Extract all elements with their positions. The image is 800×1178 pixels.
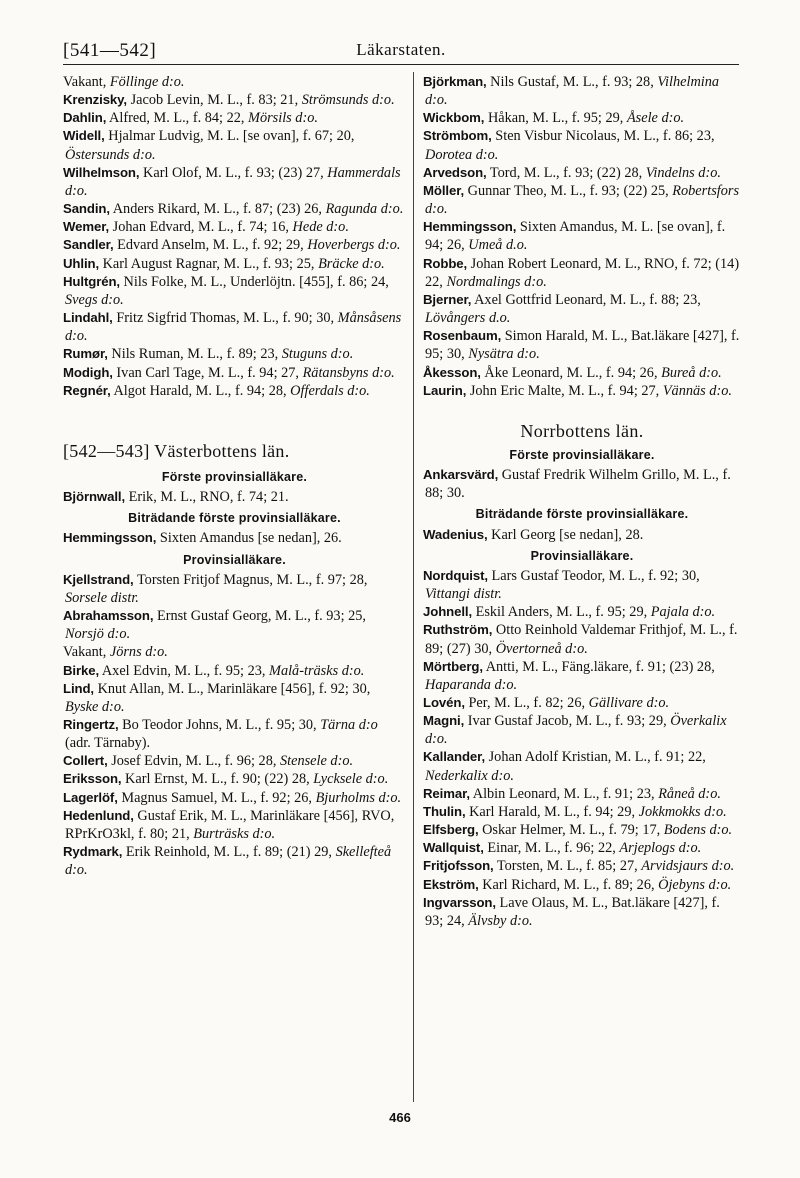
role-heading: Biträdande förste provinsialläkare. — [128, 511, 341, 526]
list-item — [423, 109, 741, 127]
entry-details: Eskil Anders, M. L., f. 95; 29, — [472, 604, 651, 621]
district-name: Byske d:o. — [65, 698, 125, 715]
physician-name: Arvedson, — [423, 164, 487, 180]
entry-details: Karl Olof, M. L., f. 93; (23) 27, — [139, 164, 328, 181]
district-name: Jokkmokks d:o. — [638, 803, 727, 820]
district-name: Nederkalix d:o. — [425, 767, 514, 784]
list-item — [63, 607, 406, 643]
district-name: Jörns d:o. — [109, 644, 168, 661]
entry-list — [423, 466, 741, 502]
list-item — [423, 748, 741, 784]
district-name: Älvsby d:o. — [468, 912, 533, 929]
list-item — [423, 218, 741, 254]
list-item — [63, 91, 406, 109]
physician-name: Robbe, — [423, 255, 468, 271]
entry-list — [423, 526, 741, 544]
physician-name: Modigh, — [63, 364, 113, 380]
list-item — [63, 164, 406, 200]
physician-name: Rosenbaum, — [423, 328, 502, 344]
physician-name: Wemer, — [63, 219, 110, 235]
entry-details: Simon Harald, M. L., Bat.läkare [427], f. 95; 30, — [425, 328, 740, 363]
physician-name: Magni, — [423, 713, 465, 729]
list-item — [423, 603, 741, 621]
county-heading-vasterbotten: [542—543] Västerbottens län. — [63, 440, 290, 461]
entry-details: Gustaf Fredrik Wilhelm Grillo, M. L., f. 88; 30. — [425, 467, 731, 502]
district-name: Sorsele distr. — [65, 589, 139, 606]
physician-name: Fritjofsson, — [423, 858, 494, 874]
entry-details: Anders Rikard, M. L., f. 87; (23) 26, — [109, 201, 326, 218]
entry-details: Åke Leonard, M. L., f. 94; 26, — [480, 364, 662, 381]
entry-details: Knut Allan, M. L., Marinläkare [456], f. 92; 30, — [94, 680, 371, 697]
district-name: Dorotea d:o. — [425, 146, 499, 163]
list-item — [63, 218, 406, 236]
physician-name: Regnér, — [63, 382, 111, 398]
physician-name: Hultgrén, — [63, 273, 120, 289]
district-name: Svegs d:o. — [65, 291, 124, 308]
district-name: Mörsils d:o. — [248, 110, 318, 127]
entry-list — [423, 567, 741, 930]
physician-name: Eriksson, — [63, 771, 122, 787]
list-item — [63, 309, 406, 345]
list-item — [423, 291, 741, 327]
district-name: Hoverbergs d:o. — [307, 237, 401, 254]
role-heading: Förste provinsialläkare. — [161, 469, 308, 484]
district-name: Bodens d:o. — [663, 822, 733, 839]
physician-name: Sandin, — [63, 201, 110, 217]
entry-details: Algot Harald, M. L., f. 94; 28, — [110, 382, 291, 399]
physician-name: Collert, — [63, 753, 108, 769]
entry-details: Nils Folke, M. L., Underlöjtn. [455], f. 86; 24, — [119, 273, 389, 290]
physician-name: Björkman, — [423, 74, 487, 89]
list-item — [63, 127, 406, 163]
physician-name: Lovén, — [423, 695, 465, 710]
list-item — [423, 364, 741, 382]
district-name: Nysätra d:o. — [468, 346, 540, 363]
entry-details: Ernst Gustaf Georg, M. L., f. 93; 25, — [153, 608, 366, 625]
physician-name: Strömbom, — [423, 128, 492, 144]
physician-name: Kjellstrand, — [63, 571, 134, 587]
entry-details: Erik, M. L., RNO, f. 74; 21. — [125, 489, 289, 506]
district-name: Stuguns d:o. — [281, 346, 354, 363]
entry-details: Edvard Anselm, M. L., f. 92; 29, — [113, 237, 308, 254]
district-name: Överkalix d:o. — [425, 713, 727, 748]
physician-name: Rydmark, — [63, 844, 123, 860]
list-item — [423, 658, 741, 694]
list-item — [423, 382, 741, 400]
physician-name: Uhlin, — [63, 255, 100, 271]
page-number: 466 — [389, 1110, 411, 1125]
district-name: Bureå d:o. — [661, 364, 722, 381]
list-item — [63, 364, 406, 382]
district-name: Nordmalings d:o. — [446, 273, 547, 290]
district-name: Övertorneå d:o. — [495, 640, 588, 657]
physician-name: Hedenlund, — [63, 807, 134, 823]
list-item — [423, 466, 741, 502]
entry-details: Johan Adolf Kristian, M. L., f. 91; 22, — [485, 749, 706, 766]
district-name: Råneå d:o. — [658, 785, 721, 802]
list-item — [423, 255, 741, 291]
district-name: Gällivare d:o. — [588, 695, 670, 711]
list-item — [63, 109, 406, 127]
entry-list — [63, 529, 406, 547]
running-header — [63, 38, 739, 65]
entry-details: Jacob Levin, M. L., f. 83; 21, — [127, 92, 302, 109]
physician-name: Möller, — [423, 182, 465, 198]
physician-name: Kallander, — [423, 749, 486, 765]
physician-name: Björnwall, — [63, 489, 126, 505]
district-name: Offerdals d:o. — [290, 382, 370, 399]
entry-details: Karl Harald, M. L., f. 94; 29, — [465, 803, 639, 820]
list-item — [63, 662, 406, 680]
district-name: Umeå d.o. — [468, 237, 528, 254]
district-name: Strömsunds d:o. — [301, 92, 395, 109]
list-item — [63, 255, 406, 273]
physician-name: Widell, — [63, 128, 105, 144]
physician-name: Laurin, — [423, 382, 467, 398]
county-heading-norrbotten: Norrbottens län. — [520, 420, 644, 441]
physician-name: Abrahamsson, — [63, 608, 154, 624]
physician-name: Reimar, — [423, 785, 470, 801]
district-name: Vittangi distr. — [425, 586, 502, 603]
physician-name: Birke, — [63, 662, 100, 678]
district-name: Öjebyns d:o. — [658, 876, 732, 893]
physician-name: Wickbom, — [423, 110, 485, 126]
district-name: Malå-träsks d:o. — [269, 662, 365, 679]
entry-details: Torsten, M. L., f. 85; 27, — [493, 858, 642, 875]
list-item — [63, 236, 406, 254]
entry-details: Gunnar Theo, M. L., f. 93; (22) 25, — [464, 182, 673, 199]
district-name: Vilhelmina d:o. — [425, 74, 720, 109]
entry-details: Erik Reinhold, M. L., f. 89; (21) 29, — [122, 844, 336, 861]
list-item — [423, 621, 741, 657]
physician-name: Wadenius, — [423, 526, 488, 542]
physician-name: Johnell, — [423, 604, 473, 620]
district-name: Arjeplogs d:o. — [619, 840, 702, 857]
entry-details: Karl August Ragnar, M. L., f. 93; 25, — [99, 255, 319, 272]
entry-details: Magnus Samuel, M. L., f. 92; 26, — [117, 789, 316, 806]
entry-details: Karl Ernst, M. L., f. 90; (22) 28, — [121, 771, 314, 788]
list-item — [63, 571, 406, 607]
list-item — [423, 327, 741, 363]
physician-name: Ankarsvärd, — [423, 467, 499, 483]
entry-details: Johan Robert Leonard, M. L., RNO, f. 72; (14) 22, — [425, 255, 740, 290]
district-name: Bjurholms d:o. — [315, 789, 402, 806]
district-name: Östersunds d:o. — [65, 146, 156, 163]
physician-name: Bjerner, — [423, 291, 472, 307]
entry-details: Lars Gustaf Teodor, M. L., f. 92; 30, — [487, 567, 700, 584]
list-item — [63, 73, 406, 91]
list-item — [423, 803, 741, 821]
entry-details: Bo Teodor Johns, M. L., f. 95; 30, — [118, 717, 321, 733]
entry-details: Otto Reinhold Valdemar Frithjof, M. L., f. 89; (27) 30, — [425, 622, 738, 657]
district-name: Ragunda d:o. — [325, 201, 404, 218]
district-name: Lövångers d.o. — [425, 310, 511, 327]
district-name: Norsjö d:o. — [65, 626, 131, 643]
entry-details: Hjalmar Ludvig, M. L. [se ovan], f. 67; 20, — [104, 128, 355, 145]
entry-details: Karl Georg [se nedan], 28. — [487, 526, 644, 543]
district-name: Vindelns d:o. — [645, 164, 721, 181]
entry-details: Sixten Amandus, M. L. [se ovan], f. 94; 26, — [425, 219, 726, 254]
physician-name: Hemmingsson, — [63, 530, 157, 546]
district-name: Tärna d:o — [320, 717, 378, 733]
list-item — [423, 182, 741, 218]
district-name: Månsåsens d:o. — [65, 310, 402, 345]
district-name: Burträsks d:o. — [193, 825, 276, 842]
list-item — [63, 843, 406, 879]
entry-details: Albin Leonard, M. L., f. 91; 23, — [469, 785, 659, 802]
role-heading: Förste provinsialläkare. — [509, 447, 655, 462]
left-column — [63, 73, 406, 879]
list-item — [63, 345, 406, 363]
entry-details: Fritz Sigfrid Thomas, M. L., f. 90; 30, — [112, 310, 338, 327]
list-item — [423, 164, 741, 182]
district-name: Pajala d:o. — [650, 604, 716, 621]
role-heading: Biträdande förste provinsialläkare. — [475, 507, 689, 522]
role-heading: Provinsialläkare. — [530, 548, 634, 563]
entry-list — [63, 488, 406, 506]
district-name: Åsele d:o. — [626, 110, 685, 127]
list-item — [423, 73, 741, 109]
physician-name: Ruthström, — [423, 622, 493, 638]
entry-details: Einar, M. L., f. 96; 22, — [483, 840, 620, 857]
list-item — [63, 273, 406, 309]
list-item — [423, 785, 741, 803]
role-heading: Provinsialläkare. — [183, 552, 286, 567]
district-name: Föllinge d:o. — [109, 74, 185, 90]
entry-details: Per, M. L., f. 82; 26, — [464, 695, 589, 711]
physician-name: Hemmingsson, — [423, 219, 517, 235]
physician-name: Wilhelmson, — [63, 164, 140, 180]
district-name: Hammerdals d:o. — [65, 164, 401, 199]
physician-name: Åkesson, — [423, 364, 481, 380]
entry-details: Antti, M. L., Fäng.läkare, f. 91; (23) 28, — [482, 658, 715, 675]
list-item — [63, 752, 406, 770]
entry-details: Axel Edvin, M. L., f. 95; 23, — [99, 662, 270, 679]
page-title: Läkarstaten. — [356, 40, 446, 59]
district-name: Robertsfors d:o. — [425, 182, 740, 218]
list-item — [63, 789, 406, 807]
physician-name: Lindahl, — [63, 310, 113, 326]
district-name: Stensele d:o. — [280, 753, 354, 770]
list-item — [423, 857, 741, 875]
entry-details: Tord, M. L., f. 93; (22) 28, — [486, 164, 646, 181]
list-item — [63, 200, 406, 218]
physician-name: Thulin, — [423, 803, 466, 819]
entry-list — [63, 571, 406, 880]
list-item — [63, 680, 406, 716]
entry-details: Gustaf Erik, M. L., Marinläkare [456], RVO, RPrKrO3kl, f. 80; 21, — [65, 807, 395, 842]
entry-details: Alfred, M. L., f. 84; 22, — [106, 110, 249, 127]
entry-details: Nils Ruman, M. L., f. 89; 23, — [107, 346, 282, 363]
entry-details: Ivan Carl Tage, M. L., f. 94; 27, — [112, 364, 303, 381]
physician-name: Ringertz, — [63, 717, 119, 732]
physician-name: Mörtberg, — [423, 658, 483, 674]
district-name: Vännäs d:o. — [662, 382, 732, 399]
entry-details: Axel Gottfrid Leonard, M. L., f. 88; 23, — [471, 291, 701, 308]
list-item — [423, 712, 741, 748]
district-name: Rätansbyns d:o. — [302, 364, 395, 381]
list-item — [423, 839, 741, 857]
entry-details: Josef Edvin, M. L., f. 96; 28, — [107, 753, 280, 770]
list-item — [423, 567, 741, 603]
list-item — [423, 127, 741, 163]
entry-details: Sixten Amandus [se nedan], 26. — [156, 530, 342, 547]
list-item — [63, 643, 406, 661]
list-item — [423, 526, 741, 544]
list-item — [423, 694, 741, 712]
column-divider — [413, 72, 414, 1102]
list-item — [423, 876, 741, 894]
list-item — [63, 529, 406, 547]
list-item — [63, 488, 406, 506]
entry-list — [63, 73, 406, 400]
list-item — [63, 770, 406, 788]
entry-details: Oskar Helmer, M. L., f. 79; 17, — [478, 822, 664, 839]
physician-name: Dahlin, — [63, 110, 107, 126]
entry-details: Karl Richard, M. L., f. 89; 26, — [478, 876, 659, 893]
physician-name: Wallquist, — [423, 840, 484, 856]
right-column — [423, 73, 741, 930]
district-name: Arvidsjaurs d:o. — [641, 858, 735, 875]
entry-details: Sten Visbur Nicolaus, M. L., f. 86; 23, — [491, 128, 715, 145]
entry-details: Håkan, M. L., f. 95; 29, — [484, 110, 627, 127]
district-name: Skellefteå d:o. — [65, 844, 392, 879]
entry-extra: (adr. Tärnaby). — [65, 735, 151, 752]
physician-name: Nordquist, — [423, 567, 488, 583]
physician-name: Ingvarsson, — [423, 894, 496, 910]
entry-details: John Eric Malte, M. L., f. 94; 27, — [466, 382, 663, 399]
physician-name: Lind, — [63, 680, 94, 696]
physician-name: Lagerlöf, — [63, 789, 118, 805]
entry-details: Vakant, — [63, 74, 110, 90]
entry-details: Torsten Fritjof Magnus, M. L., f. 97; 28, — [133, 571, 368, 588]
list-item — [63, 807, 406, 843]
physician-name: Ekström, — [423, 876, 479, 892]
entry-details: Nils Gustaf, M. L., f. 93; 28, — [486, 74, 658, 90]
list-item — [63, 382, 406, 400]
entry-details: Ivar Gustaf Jacob, M. L., f. 93; 29, — [464, 713, 671, 730]
district-name: Lycksele d:o. — [313, 771, 389, 788]
physician-name: Sandler, — [63, 237, 114, 253]
list-item — [423, 821, 741, 839]
page-range: [541—542] — [63, 40, 157, 61]
entry-details: Johan Edvard, M. L., f. 74; 16, — [109, 219, 293, 236]
entry-details: Lave Olaus, M. L., Bat.läkare [427], f. 93; 24, — [425, 894, 720, 929]
list-item — [63, 716, 406, 752]
district-name: Hede d:o. — [292, 219, 349, 236]
entry-list — [423, 73, 741, 400]
list-item — [423, 894, 741, 930]
physician-name: Elfsberg, — [423, 822, 479, 838]
entry-details: Vakant, — [63, 644, 110, 661]
physician-name: Rumør, — [63, 346, 108, 362]
district-name: Bräcke d:o. — [318, 255, 385, 272]
physician-name: Krenzisky, — [63, 92, 127, 108]
district-name: Haparanda d:o. — [425, 676, 518, 693]
